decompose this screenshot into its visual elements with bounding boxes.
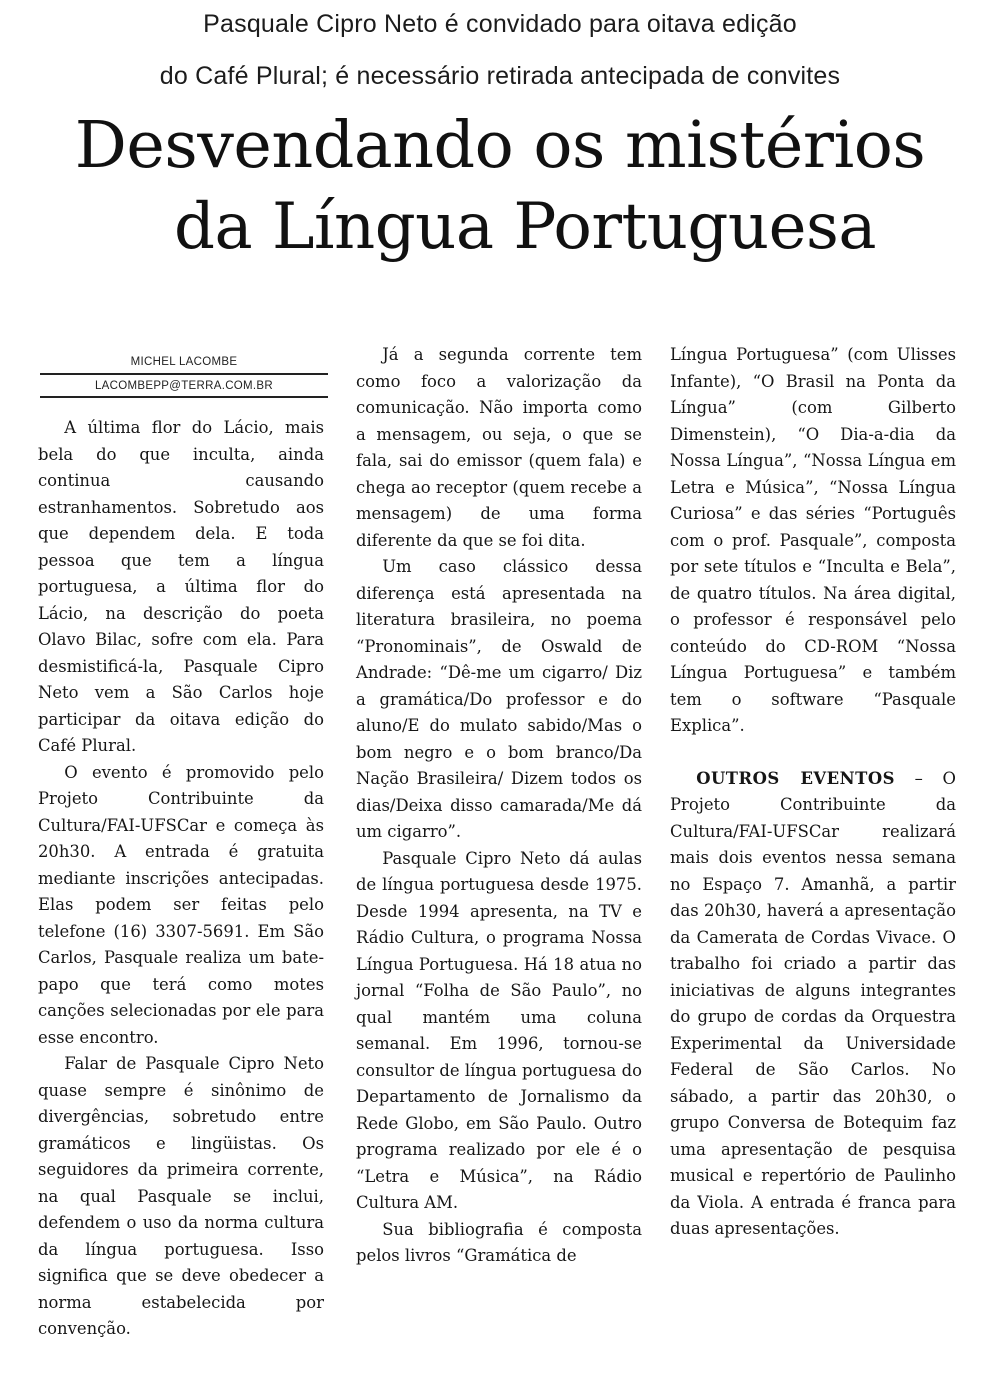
paragraph: Um caso clássico dessa diferença está apresentada na literatura brasileira, no poema “Pronominais”, de Oswald de Andrade: “Dê-me um cigarro/ Diz a gramática/Do professor e do aluno/E do mulato sabido/Mas o bom negro e o bom branco/Da Nação Brasileira/ Dizem todos os dias/Deixa disso camarada/Me dá um cigarro”.	[356, 557, 642, 841]
kicker-line-2: do Café Plural; é necessário retirada antecipada de convites	[159, 62, 841, 90]
paragraph: Língua Portuguesa” (com Ulisses Infante), “O Brasil na Ponta da Língua” (com Gilberto Dimenstein), “O Dia-a-dia da Nossa Língua”, “Nossa Língua em Letra e Música”, “Nossa Língua Curiosa” e das séries “Português com o prof. Pasquale”, composta por sete títulos e “Inculta e Bela”, de quatro títulos. Na área digital, o professor é responsável pelo conteúdo do CD-ROM “Nossa Língua Portuguesa” e também tem o software “Pasquale Explica”.	[670, 345, 956, 735]
byline-divider-bottom	[40, 396, 328, 398]
headline-line-1: Desvendando os mistérios	[74, 108, 926, 183]
paragraph: A última flor do Lácio, mais bela do que inculta, ainda continua causando estranhamentos. Sobretudo aos que dependem dela. E toda pessoa que tem a língua portuguesa, a última flor do Lácio, na descrição do poeta Olavo Bilac, sofre com ela. Para desmistificá-la, Pasquale Cipro Neto vem a São Carlos hoje participar da oitava edição do Café Plural.	[38, 418, 324, 755]
kicker-line-1: Pasquale Cipro Neto é convidado para oitava edição	[203, 10, 797, 38]
paragraph: Falar de Pasquale Cipro Neto quase sempre é sinônimo de divergências, sobretudo entre gramáticos e lingüistas. Os seguidores da primeira corrente, na qual Pasquale se inclui, defendem o uso da norma cultura da língua portuguesa. Isso significa que se deve obedecer a norma estabelecida por convenção.	[38, 1054, 324, 1338]
section-subhead: OUTROS EVENTOS	[696, 768, 895, 788]
paragraph: Já a segunda corrente tem como foco a valorização da comunicação. Não importa como a mensagem, ou seja, o que se fala, sai do emissor (quem fala) e chega ao receptor (quem recebe a mensagem) de uma forma diferente da que se foi dita.	[356, 345, 642, 550]
paragraph: O evento é promovido pelo Projeto Contribuinte da Cultura/FAI-UFSCar e começa às 20h30. A entrada é gratuita mediante inscrições antecipadas. Elas podem ser feitas pelo telefone (16) 3307-5691. Em São Carlos, Pasquale realiza um bate-papo que terá como motes canções selecionadas por ele para esse encontro.	[38, 762, 324, 1047]
paragraph: Pasquale Cipro Neto dá aulas de língua portuguesa desde 1975. Desde 1994 apresenta, na TV e Rádio Cultura, o programa Nossa Língua Portuguesa. Há 18 atua no jornal “Folha de São Paulo”, no qual mantém uma coluna semanal. Em 1996, tornou-se consultor de língua portuguesa do Departamento de Jornalismo da Rede Globo, em São Paulo. Outro programa realizado por ele é o “Letra e Música”, na Rádio Cultura AM.	[356, 848, 642, 1212]
byline-divider-top	[40, 373, 328, 375]
paragraph-text: – O Projeto Contribuinte da Cultura/FAI-UFSCar realizará mais dois eventos nessa semana no Espaço 7. Amanhã, a partir das 20h30, haverá a apresentação da Camerata de Cordas Vivace. O trabalho foi criado a partir das iniciativas de alguns integrantes do grupo de cordas da Orquestra Experimental da Universidade Federal de São Carlos. No sábado, a partir das 20h30, o grupo Conversa de Botequim faz uma apresentação de pesquisa musical e repertório de Paulinho da Viola. A entrada é franca para duas apresentações.	[670, 768, 956, 1238]
headline-line-2: da Língua Portuguesa	[174, 190, 876, 264]
byline-email: LACOMBEPP@TERRA.COM.BR	[94, 380, 274, 392]
article-column-2	[356, 342, 642, 1270]
article-column-3	[670, 342, 956, 1243]
article-column-1	[38, 415, 324, 1343]
paragraph: Sua bibliografia é composta pelos livros “Gramática de	[356, 1219, 642, 1265]
byline-author: MICHEL LACOMBE	[130, 356, 238, 368]
outros-eventos-paragraph	[670, 766, 956, 1243]
